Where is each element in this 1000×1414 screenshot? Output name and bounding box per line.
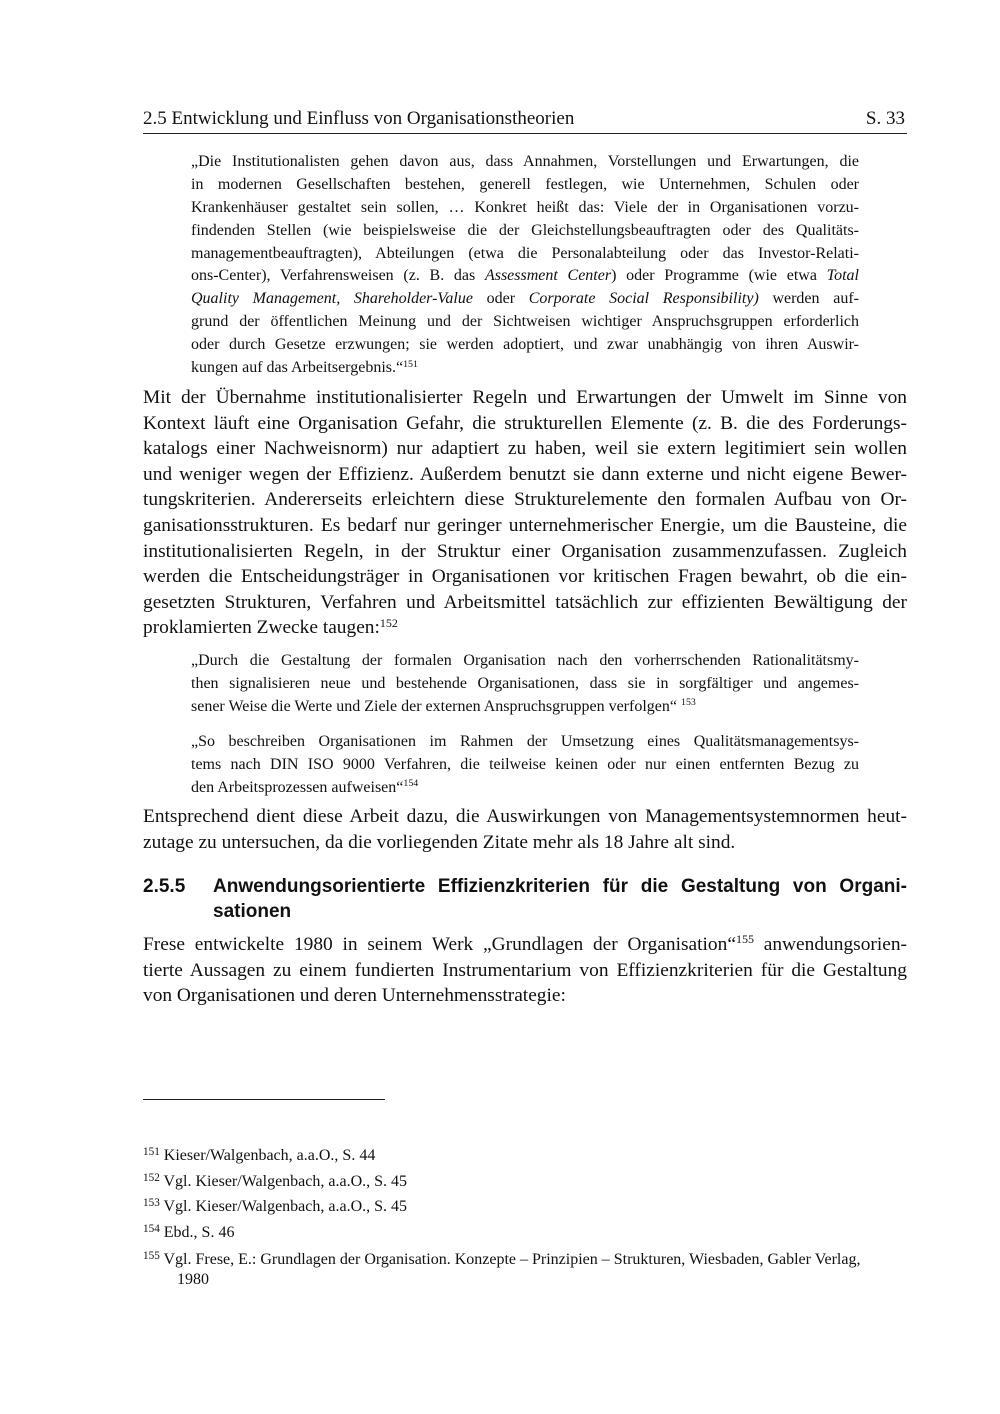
- body-paragraph: [143, 385, 907, 641]
- paragraph-line: Kontext läuft eine Organisation Gefahr, die strukturellen Elemente (z. B. die des Forderungs-: [143, 412, 907, 434]
- paragraph-line: Entsprechend dient diese Arbeit dazu, die Auswirkungen von Managementsystemnormen heut-: [143, 806, 907, 827]
- quote-line: tems nach DIN ISO 9000 Verfahren, die teilweise keinen oder nur einen entfernten Bezug zu: [191, 755, 859, 773]
- footnote-151: [143, 1146, 907, 1166]
- footnote-number: 154: [143, 1222, 160, 1235]
- header-title: 2.5 Entwicklung und Einfluss von Organisationstheorien: [143, 108, 575, 129]
- quote-line: [191, 357, 859, 380]
- paragraph-line: werden die Entscheidungsträger in Organisationen vor kritischen Fragen bewahrt, ob die ein-: [143, 566, 907, 588]
- quote-text: ons-Center), Verfahrensweisen (z. B. das: [191, 267, 485, 285]
- quote-line: then signalisieren neue und bestehende Organisationen, dass sie in sorgfältiger und angemes-: [191, 674, 859, 692]
- quote-text: werden auf-: [758, 290, 859, 308]
- footnote-text: Ebd., S. 46: [159, 1224, 235, 1241]
- quote-text: den Arbeitsprozessen aufweisen“: [191, 778, 404, 796]
- block-quote-rationality-myths: [191, 650, 859, 719]
- paragraph-line: und weniger wegen der Effizienz. Außerdem benutzt sie dann externe und nicht eigene Bewer-: [143, 463, 907, 485]
- quote-text: kungen auf das Arbeitsergebnis.“: [191, 359, 404, 377]
- quote-line: [191, 288, 859, 311]
- footnote-152: [143, 1172, 907, 1192]
- quote-text: ) oder Programme (wie etwa: [611, 267, 827, 285]
- quote-line: in modernen Gesellschaften bestehen, generell festlegen, wie Unternehmen, Schulen oder: [191, 175, 859, 193]
- section-title: Anwendungsorientierte Effizienzkriterien für die Gestaltung von Organi-: [213, 876, 907, 897]
- footnote-153: [143, 1197, 907, 1217]
- paragraph-line: tierte Aussagen zu einem fundierten Instrumentarium von Effizienzkriterien für die Gestaltung: [143, 959, 907, 981]
- footnote-reference[interactable]: 155: [735, 932, 754, 947]
- footnote-reference[interactable]: 153: [680, 697, 696, 709]
- paragraph-line: [143, 932, 907, 958]
- footnote-number: 152: [143, 1171, 160, 1184]
- quote-line: [191, 777, 859, 800]
- paragraph-line: institutionalisierten Regeln, in der Struktur einer Organisation zusammenzufassen. Zugleich: [143, 540, 907, 562]
- paragraph-line: ganisationsstrukturen. Es bedarf nur geringer unternehmerischer Energie, um die Bausteine, die: [143, 514, 907, 536]
- paragraph-line: zutage zu untersuchen, da die vorliegenden Zitate mehr als 18 Jahre alt sind.: [143, 831, 736, 853]
- paragraph-line: Mit der Übernahme institutionalisierter Regeln und Erwartungen der Umwelt im Sinne von: [143, 387, 907, 408]
- footnote-text: Vgl. Kieser/Walgenbach, a.a.O., S. 45: [159, 1173, 408, 1190]
- footnote-number: 151: [143, 1145, 160, 1158]
- footnote-text: Vgl. Kieser/Walgenbach, a.a.O., S. 45: [159, 1198, 408, 1215]
- footnote-number: 153: [143, 1196, 160, 1209]
- paragraph-text: proklamierten Zwecke taugen:: [143, 617, 380, 639]
- quote-line: Krankenhäuser gestaltet sein sollen, … Konkret heißt das: Viele der in Organisationen vorzu-: [191, 198, 859, 216]
- section-number: 2.5.5: [143, 876, 186, 897]
- footnote-reference[interactable]: 152: [379, 615, 398, 630]
- running-header: [143, 106, 907, 134]
- quote-text: oder: [472, 290, 529, 308]
- quote-italic-term: Corporate Social Responsibility): [528, 290, 759, 308]
- quote-text: sener Weise die Werte und Ziele der externen Anspruchsgruppen verfolgen“: [191, 697, 681, 715]
- quote-italic-term: Total: [826, 267, 859, 285]
- quote-line: [191, 696, 859, 719]
- quote-line: „Durch die Gestaltung der formalen Organisation nach den vorherrschenden Rationalitätsmy-: [191, 652, 859, 669]
- paragraph-text: Frese entwickelte 1980 in seinem Werk „Grundlagen der Organisation“: [143, 934, 736, 955]
- paragraph-line: [143, 615, 907, 641]
- footnote-number: 155: [143, 1249, 160, 1262]
- quote-line: oder durch Gesetze erzwungen; sie werden adoptiert, und zwar unabhängig von ihren Auswir-: [191, 336, 859, 354]
- body-paragraph: [143, 932, 907, 1009]
- quote-line: [191, 265, 859, 288]
- block-quote-iso9000: [191, 731, 859, 800]
- footnote-reference[interactable]: 151: [403, 358, 418, 370]
- paragraph-line: gesetzten Strukturen, Verfahren und Arbeitsmittel tatsächlich zur effizienten Bewältigung der: [143, 591, 907, 613]
- paragraph-line: von Organisationen und deren Unternehmensstrategie:: [143, 985, 566, 1007]
- quote-line: „So beschreiben Organisationen im Rahmen der Umsetzung eines Qualitätsmanagementsys-: [191, 733, 859, 750]
- paragraph-line: tungskriterien. Andererseits erleichtern diese Strukturelemente den formalen Aufbau von Or-: [143, 489, 907, 511]
- paragraph-line: katalogs einer Nachweisnorm) nur adaptiert zu haben, weil sie extern legitimiert sein wollen: [143, 438, 907, 460]
- footnote-154: [143, 1223, 907, 1243]
- quote-line: grund der öffentlichen Meinung und der Sichtweisen wichtiger Anspruchsgruppen erforderlich: [191, 313, 859, 331]
- footnote-text: Vgl. Frese, E.: Grundlagen der Organisation. Konzepte – Prinzipien – Strukturen, Wiesbaden, Gabler Verlag,: [159, 1251, 861, 1268]
- paragraph-text: anwendungsorien-: [753, 934, 907, 955]
- quote-line: „Die Institutionalisten gehen davon aus, dass Annahmen, Vorstellungen und Erwartungen, die: [191, 153, 859, 170]
- footnote-reference[interactable]: 154: [403, 778, 419, 790]
- quote-line: findenden Stellen (wie beispielsweise die der Gleichstellungsbeauftragten oder des Qualitäts-: [191, 221, 859, 239]
- footnote-155-continued: 1980: [177, 1271, 209, 1288]
- header-page-number: S. 33: [865, 108, 905, 129]
- block-quote-institutionalists: [191, 151, 859, 380]
- section-title-continued: sationen: [213, 901, 292, 922]
- quote-line: managementbeauftragten), Abteilungen (etwa die Personalabteilung oder das Investor-Relati-: [191, 244, 859, 262]
- footnote-text: Kieser/Walgenbach, a.a.O., S. 44: [159, 1147, 376, 1164]
- footnote-155: [143, 1250, 907, 1270]
- quote-italic-term: Assessment Center: [484, 267, 612, 285]
- footnote-separator: [143, 1099, 385, 1100]
- body-paragraph: [143, 804, 907, 855]
- quote-italic-term: Quality Management, Shareholder-Value: [191, 290, 473, 308]
